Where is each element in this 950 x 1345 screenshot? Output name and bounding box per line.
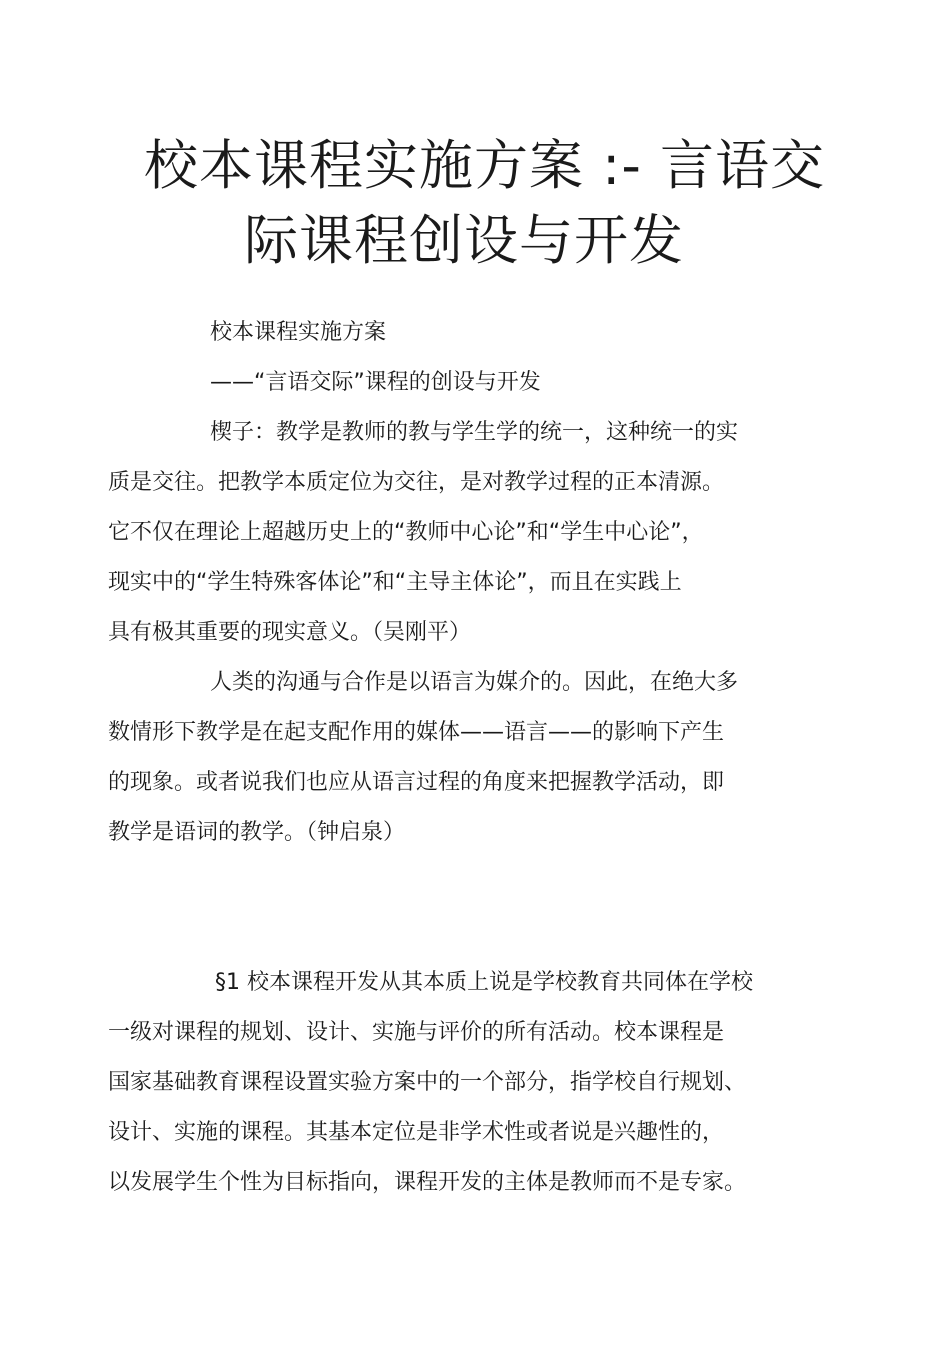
paragraph-3-line: 以发展学生个性为目标指向，课程开发的主体是教师而不是专家。: [108, 1170, 747, 1195]
subtitle-2: ——“言语交际”课程的创设与开发: [210, 370, 541, 395]
paragraph-2-line: 人类的沟通与合作是以语言为媒介的。因此，在绝大多: [210, 670, 739, 695]
paragraph-2-line: 数情形下教学是在起支配作用的媒体——语言——的影响下产生: [108, 720, 725, 745]
paragraph-2-line: 教学是语词的教学。（钟启泉）: [108, 820, 406, 845]
document-title-line-1: 校本课程实施方案 :- 言语交: [144, 134, 826, 197]
paragraph-1-line: 它不仅在理论上超越历史上的“教师中心论”和“学生中心论”，: [108, 520, 704, 545]
subtitle: 校本课程实施方案: [210, 320, 387, 345]
document-title-line-2: 际课程创设与开发: [244, 209, 684, 272]
paragraph-3-line: 设计、实施的课程。其基本定位是非学术性或者说是兴趣性的，: [108, 1120, 725, 1145]
paragraph-2-line: 的现象。或者说我们也应从语言过程的角度来把握教学活动，即: [108, 770, 725, 795]
paragraph-3-line: §1 校本课程开发从其本质上说是学校教育共同体在学校: [215, 970, 753, 995]
paragraph-1-line: 质是交往。把教学本质定位为交往，是对教学过程的正本清源。: [108, 470, 725, 495]
paragraph-3-line: 一级对课程的规划、设计、实施与评价的所有活动。校本课程是: [108, 1020, 725, 1045]
paragraph-1-line: 楔子：教学是教师的教与学生学的统一，这种统一的实: [210, 420, 739, 445]
paragraph-3-line: 国家基础教育课程设置实验方案中的一个部分，指学校自行规划、: [108, 1070, 747, 1095]
paragraph-1-line: 具有极其重要的现实意义。（吴刚平）: [108, 620, 472, 645]
paragraph-1-line: 现实中的“学生特殊客体论”和“主导主体论”，而且在实践上: [108, 570, 682, 595]
